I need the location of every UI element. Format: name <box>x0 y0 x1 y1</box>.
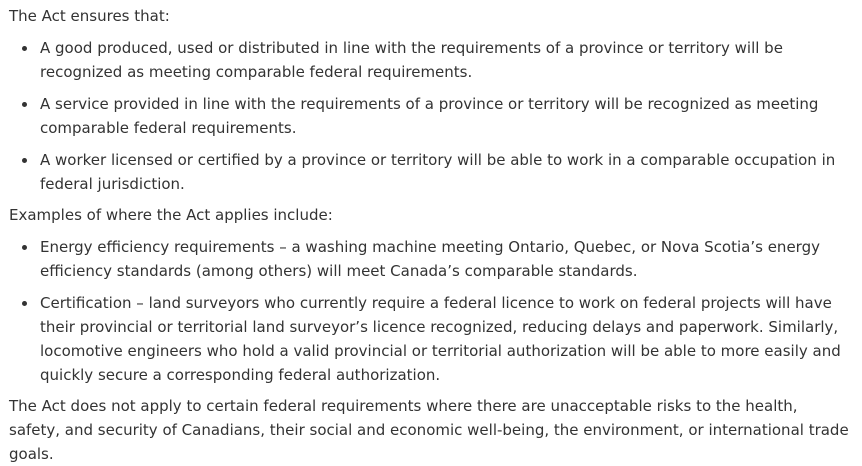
list-item <box>9 291 853 387</box>
section-intro-examples: Examples of where the Act applies include: <box>9 206 333 224</box>
bullet-icon <box>22 102 27 107</box>
bullet-icon <box>22 158 27 163</box>
list-item-text: A service provided in line with the requirements of a province or territory will be recognized as meeting comparable federal requirements. <box>40 95 819 137</box>
list-item <box>9 36 853 84</box>
bullet-icon <box>22 301 27 306</box>
list-item-text: A good produced, used or distributed in line with the requirements of a province or territory will be recognized as meeting comparable federal requirements. <box>40 39 783 81</box>
examples-list <box>9 235 853 387</box>
list-item <box>9 235 853 283</box>
list-item-text: A worker licensed or certified by a province or territory will be able to work in a comparable occupation in federal jurisdiction. <box>40 151 836 193</box>
list-item <box>9 92 853 140</box>
list-item <box>9 148 853 196</box>
list-item-text: Certification – land surveyors who currently require a federal licence to work on federal projects will have their provincial or territorial land surveyor’s licence recognized, reducing delays and paperwork. Similarly, locomotive engineers who hold a valid provincial or territorial authorization will be able to more easily and quickly secure a corresponding federal authorization. <box>40 294 841 384</box>
ensures-list <box>9 36 853 196</box>
section-intro-ensures: The Act ensures that: <box>9 7 170 25</box>
bullet-icon <box>22 46 27 51</box>
closing-paragraph: The Act does not apply to certain federal requirements where there are unacceptable risks to the health, safety, and security of Canadians, their social and economic well-being, the environment, or international trade goals. <box>9 397 849 463</box>
list-item-text: Energy efficiency requirements – a washing machine meeting Ontario, Quebec, or Nova Scotia’s energy efficiency standards (among others) will meet Canada’s comparable standards. <box>40 238 820 280</box>
bullet-icon <box>22 245 27 250</box>
